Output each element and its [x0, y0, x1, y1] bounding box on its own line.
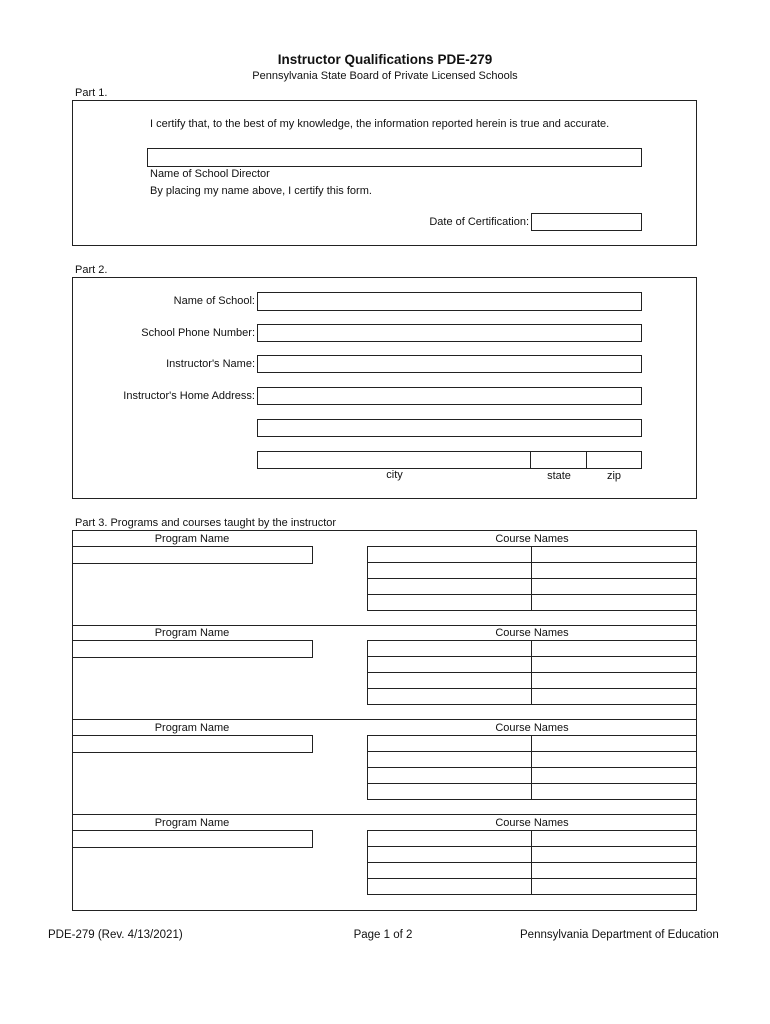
course-name-input[interactable]: [367, 830, 532, 847]
course-name-input[interactable]: [531, 688, 697, 705]
address-line2-input[interactable]: [257, 419, 642, 437]
course-name-input[interactable]: [367, 783, 532, 800]
course-name-input[interactable]: [367, 672, 532, 689]
form-title: Instructor Qualifications PDE-279: [277, 52, 493, 67]
school-phone-input[interactable]: [257, 324, 642, 342]
state-input[interactable]: [530, 451, 588, 469]
course-name-input[interactable]: [531, 735, 697, 752]
course-name-input[interactable]: [367, 594, 532, 611]
program-name-header: Program Name: [154, 627, 230, 639]
city-label: city: [386, 469, 403, 481]
course-name-input[interactable]: [531, 767, 697, 784]
course-name-input[interactable]: [531, 546, 697, 563]
certify-statement: I certify that, to the best of my knowledge, the information reported herein is true and accurate.: [150, 118, 610, 130]
course-name-input[interactable]: [367, 562, 532, 579]
block-divider: [72, 625, 697, 626]
part3-label: Part 3. Programs and courses taught by the instructor: [75, 517, 337, 529]
course-name-input[interactable]: [531, 751, 697, 768]
block-divider: [72, 719, 697, 720]
footer-department: Pennsylvania Department of Education: [520, 929, 719, 941]
date-of-certification-label: Date of Certification:: [429, 216, 529, 228]
school-director-name-input[interactable]: [147, 148, 642, 167]
course-name-input[interactable]: [531, 783, 697, 800]
block-divider: [72, 814, 697, 815]
program-name-input[interactable]: [72, 546, 313, 564]
course-name-input[interactable]: [367, 862, 532, 879]
course-name-input[interactable]: [531, 862, 697, 879]
instructor-name-label: Instructor's Name:: [166, 358, 255, 370]
school-name-label: Name of School:: [173, 295, 255, 307]
course-name-input[interactable]: [531, 846, 697, 863]
footer-page-number: Page 1 of 2: [353, 929, 413, 941]
course-name-input[interactable]: [367, 735, 532, 752]
course-name-input[interactable]: [531, 562, 697, 579]
certify-note: By placing my name above, I certify this form.: [150, 185, 372, 197]
course-name-input[interactable]: [367, 656, 532, 673]
course-names-header: Course Names: [495, 817, 569, 829]
course-name-input[interactable]: [367, 878, 532, 895]
zip-label: zip: [606, 470, 622, 482]
program-name-header: Program Name: [154, 817, 230, 829]
course-name-input[interactable]: [367, 767, 532, 784]
program-name-input[interactable]: [72, 640, 313, 658]
course-name-input[interactable]: [531, 640, 697, 657]
course-name-input[interactable]: [367, 578, 532, 595]
course-name-input[interactable]: [367, 640, 532, 657]
instructor-name-input[interactable]: [257, 355, 642, 373]
school-phone-label: School Phone Number:: [141, 327, 255, 339]
date-of-certification-input[interactable]: [531, 213, 642, 231]
city-input[interactable]: [257, 451, 532, 469]
part2-label: Part 2.: [75, 264, 108, 276]
course-name-input[interactable]: [367, 546, 532, 563]
course-name-input[interactable]: [531, 656, 697, 673]
program-name-input[interactable]: [72, 735, 313, 753]
course-name-input[interactable]: [367, 751, 532, 768]
zip-input[interactable]: [586, 451, 642, 469]
school-director-label: Name of School Director: [150, 168, 270, 180]
course-name-input[interactable]: [531, 594, 697, 611]
course-names-header: Course Names: [495, 627, 569, 639]
course-name-input[interactable]: [367, 846, 532, 863]
course-name-input[interactable]: [531, 878, 697, 895]
footer-form-revision: PDE-279 (Rev. 4/13/2021): [48, 929, 183, 941]
course-name-input[interactable]: [367, 688, 532, 705]
course-name-input[interactable]: [531, 578, 697, 595]
program-name-header: Program Name: [154, 533, 230, 545]
part1-label: Part 1.: [75, 87, 108, 99]
address-line1-input[interactable]: [257, 387, 642, 405]
form-subtitle: Pennsylvania State Board of Private Licensed Schools: [252, 70, 518, 82]
course-names-header: Course Names: [495, 533, 569, 545]
school-name-input[interactable]: [257, 292, 642, 311]
course-name-input[interactable]: [531, 672, 697, 689]
state-label: state: [547, 470, 571, 482]
course-names-header: Course Names: [495, 722, 569, 734]
program-name-header: Program Name: [154, 722, 230, 734]
program-name-input[interactable]: [72, 830, 313, 848]
course-name-input[interactable]: [531, 830, 697, 847]
home-address-label: Instructor's Home Address:: [123, 390, 255, 402]
